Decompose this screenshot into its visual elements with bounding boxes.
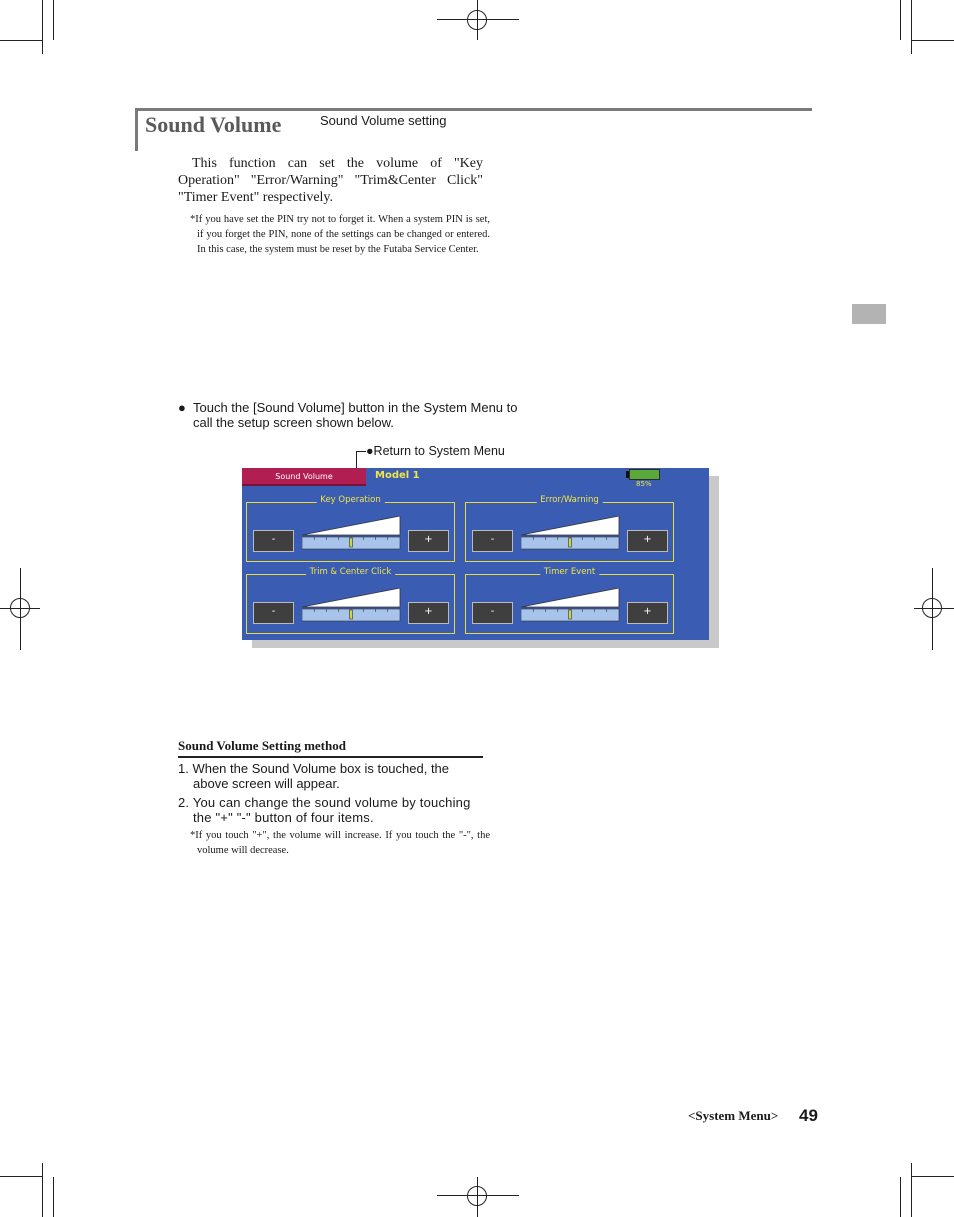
- trim-center-click-plus-button[interactable]: +: [408, 602, 449, 624]
- page-subtitle: Sound Volume setting: [320, 113, 447, 128]
- page-title: Sound Volume: [145, 112, 282, 137]
- instruction-text: Touch the [Sound Volume] button in the System Menu to call the setup screen shown below.: [193, 400, 518, 430]
- volume-knob: [350, 610, 353, 619]
- volume-knob: [569, 610, 572, 619]
- key-operation-panel: [246, 495, 455, 562]
- section-header-rule: [135, 108, 138, 151]
- crop-mark: [53, 0, 54, 40]
- intro-paragraph: This function can set the volume of "Key Operation" "Error/Warning" "Trim&Center Click" "Timer Event" respectively.: [178, 156, 483, 205]
- method-note: *If you touch "+", the volume will increase. If you touch the "-", the volume will decrease.: [190, 830, 490, 856]
- section-header-rule: [135, 108, 812, 111]
- volume-ramp: [302, 588, 400, 607]
- section-label: <System Menu>: [688, 1108, 779, 1123]
- crop-mark: [42, 0, 43, 54]
- volume-gauge: [302, 516, 402, 553]
- registration-circle: [10, 598, 30, 618]
- timer-event-panel: [465, 567, 674, 634]
- crop-mark: [53, 1177, 54, 1217]
- volume-ramp: [521, 588, 619, 607]
- crop-mark: [911, 0, 912, 54]
- volume-gauge: [302, 588, 402, 625]
- callout-leader: [356, 451, 357, 469]
- volume-ramp: [302, 516, 400, 535]
- return-callout: ●Return to System Menu: [366, 444, 505, 458]
- sound-volume-button[interactable]: Sound Volume: [242, 468, 366, 486]
- crop-mark: [900, 0, 901, 40]
- trim-center-click-minus-button[interactable]: -: [253, 602, 294, 624]
- panel-title: Timer Event: [540, 567, 599, 577]
- pin-note: *If you have set the PIN try not to forget it. When a system PIN is set, if you forget the PIN, none of the settings can be changed or entered. In this case, the system must be reset by the Futaba Service Center.: [190, 214, 490, 255]
- method-step: [178, 761, 483, 791]
- model-name: Model 1: [375, 470, 420, 481]
- key-operation-minus-button[interactable]: -: [253, 530, 294, 552]
- callout-leader: [356, 451, 366, 452]
- method-step: [178, 795, 483, 825]
- error-warning-plus-button[interactable]: +: [627, 530, 668, 552]
- registration-circle: [467, 1186, 487, 1206]
- instruction-item: [178, 400, 523, 430]
- panel-title: Trim & Center Click: [306, 567, 396, 577]
- battery-percent: 85%: [636, 480, 652, 488]
- step-text: 2. You can change the sound volume by touching the "+" "-" button of four items.: [178, 795, 471, 825]
- timer-event-plus-button[interactable]: +: [627, 602, 668, 624]
- sound-volume-screen: [242, 468, 709, 640]
- method-heading-rule: [178, 756, 483, 758]
- battery-icon: [629, 469, 660, 480]
- volume-knob: [569, 538, 572, 547]
- registration-circle: [922, 598, 942, 618]
- crop-mark: [911, 1163, 912, 1217]
- error-warning-panel: [465, 495, 674, 562]
- method-heading: Sound Volume Setting method: [178, 738, 346, 753]
- chapter-tab: [852, 304, 886, 324]
- step-text: 1. When the Sound Volume box is touched, the above screen will appear.: [178, 761, 450, 791]
- volume-ramp: [521, 516, 619, 535]
- trim-center-click-panel: [246, 567, 455, 634]
- crop-mark: [900, 1177, 901, 1217]
- crop-mark: [0, 40, 42, 41]
- page-number: 49: [799, 1106, 818, 1125]
- key-operation-plus-button[interactable]: +: [408, 530, 449, 552]
- crop-mark: [912, 1176, 954, 1177]
- battery-tip: [626, 471, 629, 478]
- crop-mark: [42, 1163, 43, 1217]
- error-warning-minus-button[interactable]: -: [472, 530, 513, 552]
- crop-mark: [912, 40, 954, 41]
- registration-circle: [467, 10, 487, 30]
- panel-title: Key Operation: [316, 495, 384, 505]
- crop-mark: [0, 1176, 42, 1177]
- volume-knob: [350, 538, 353, 547]
- volume-gauge: [521, 516, 621, 553]
- bullet-icon: ●: [178, 400, 186, 415]
- volume-gauge: [521, 588, 621, 625]
- panel-title: Error/Warning: [536, 495, 603, 505]
- timer-event-minus-button[interactable]: -: [472, 602, 513, 624]
